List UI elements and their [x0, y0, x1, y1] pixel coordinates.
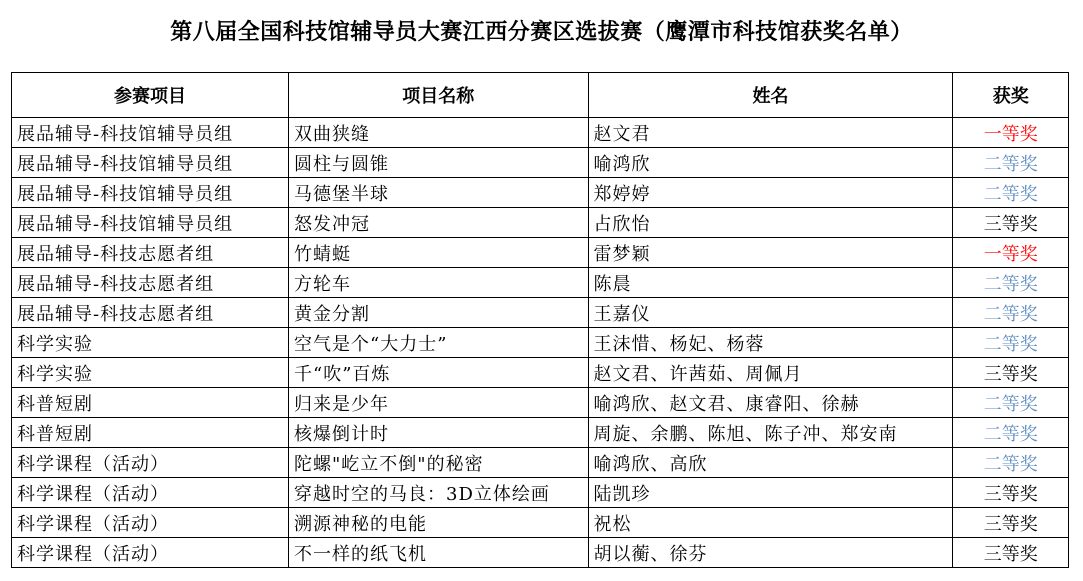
project-cell: 归来是少年 — [289, 388, 589, 418]
award-cell: 三等奖 — [953, 358, 1069, 388]
table-row — [12, 178, 1069, 208]
name-cell: 陈晨 — [588, 268, 953, 298]
project-cell: 不一样的纸飞机 — [289, 538, 589, 568]
name-cell: 占欣怡 — [588, 208, 953, 238]
project-cell: 穿越时空的马良：3D立体绘画 — [289, 478, 589, 508]
award-cell: 一等奖 — [953, 238, 1069, 268]
award-cell: 二等奖 — [953, 298, 1069, 328]
header-award: 获奖 — [953, 73, 1069, 118]
table-row — [12, 118, 1069, 148]
category-cell: 展品辅导-科技志愿者组 — [12, 298, 289, 328]
name-cell: 胡以蘅、徐芬 — [588, 538, 953, 568]
project-cell: 圆柱与圆锥 — [289, 148, 589, 178]
name-cell: 王沫惜、杨妃、杨蓉 — [588, 328, 953, 358]
category-cell: 展品辅导-科技志愿者组 — [12, 238, 289, 268]
table-header — [12, 73, 1069, 118]
name-cell: 喻鸿欣、高欣 — [588, 448, 953, 478]
table-row — [12, 388, 1069, 418]
category-cell: 科学课程（活动） — [12, 478, 289, 508]
name-cell: 喻鸿欣、赵文君、康睿阳、徐赫 — [588, 388, 953, 418]
table-body — [12, 118, 1069, 568]
category-cell: 科学课程（活动） — [12, 538, 289, 568]
award-cell: 二等奖 — [953, 418, 1069, 448]
table-row — [12, 538, 1069, 568]
project-cell: 方轮车 — [289, 268, 589, 298]
category-cell: 展品辅导-科技志愿者组 — [12, 268, 289, 298]
header-row — [12, 73, 1069, 118]
project-cell: 马德堡半球 — [289, 178, 589, 208]
project-cell: 陀螺"屹立不倒"的秘密 — [289, 448, 589, 478]
category-cell: 科普短剧 — [12, 388, 289, 418]
award-cell: 二等奖 — [953, 328, 1069, 358]
table-row — [12, 298, 1069, 328]
header-category: 参赛项目 — [12, 73, 289, 118]
category-cell: 科学实验 — [12, 358, 289, 388]
table-row — [12, 358, 1069, 388]
table-row — [12, 508, 1069, 538]
award-cell: 二等奖 — [953, 268, 1069, 298]
award-cell: 二等奖 — [953, 388, 1069, 418]
award-cell: 一等奖 — [953, 118, 1069, 148]
table-row — [12, 238, 1069, 268]
project-cell: 溯源神秘的电能 — [289, 508, 589, 538]
name-cell: 喻鸿欣 — [588, 148, 953, 178]
table-row — [12, 418, 1069, 448]
award-cell: 二等奖 — [953, 448, 1069, 478]
table-row — [12, 328, 1069, 358]
category-cell: 展品辅导-科技馆辅导员组 — [12, 118, 289, 148]
project-cell: 核爆倒计时 — [289, 418, 589, 448]
page-title: 第八届全国科技馆辅导员大赛江西分赛区选拔赛（鹰潭市科技馆获奖名单） — [170, 20, 913, 45]
name-cell: 赵文君 — [588, 118, 953, 148]
project-cell: 空气是个“大力士” — [289, 328, 589, 358]
table-row — [12, 268, 1069, 298]
award-cell: 三等奖 — [953, 478, 1069, 508]
award-cell: 三等奖 — [953, 538, 1069, 568]
table-row — [12, 448, 1069, 478]
project-cell: 黄金分割 — [289, 298, 589, 328]
header-project: 项目名称 — [289, 73, 589, 118]
name-cell: 王嘉仪 — [588, 298, 953, 328]
header-name: 姓名 — [588, 73, 953, 118]
category-cell: 科学课程（活动） — [12, 448, 289, 478]
table-row — [12, 478, 1069, 508]
awards-table — [11, 72, 1069, 568]
award-cell: 二等奖 — [953, 178, 1069, 208]
name-cell: 赵文君、许茜茹、周佩月 — [588, 358, 953, 388]
name-cell: 陆凯珍 — [588, 478, 953, 508]
name-cell: 周旋、余鹏、陈旭、陈子冲、郑安南 — [588, 418, 953, 448]
project-cell: 怒发冲冠 — [289, 208, 589, 238]
category-cell: 展品辅导-科技馆辅导员组 — [12, 208, 289, 238]
award-cell: 三等奖 — [953, 508, 1069, 538]
project-cell: 竹蜻蜓 — [289, 238, 589, 268]
category-cell: 科普短剧 — [12, 418, 289, 448]
category-cell: 展品辅导-科技馆辅导员组 — [12, 178, 289, 208]
project-cell: 双曲狭缝 — [289, 118, 589, 148]
name-cell: 祝松 — [588, 508, 953, 538]
award-cell: 二等奖 — [953, 148, 1069, 178]
category-cell: 科学实验 — [12, 328, 289, 358]
table-row — [12, 148, 1069, 178]
category-cell: 展品辅导-科技馆辅导员组 — [12, 148, 289, 178]
name-cell: 郑婷婷 — [588, 178, 953, 208]
project-cell: 千“吹”百炼 — [289, 358, 589, 388]
table-row — [12, 208, 1069, 238]
award-cell: 三等奖 — [953, 208, 1069, 238]
category-cell: 科学课程（活动） — [12, 508, 289, 538]
name-cell: 雷梦颖 — [588, 238, 953, 268]
